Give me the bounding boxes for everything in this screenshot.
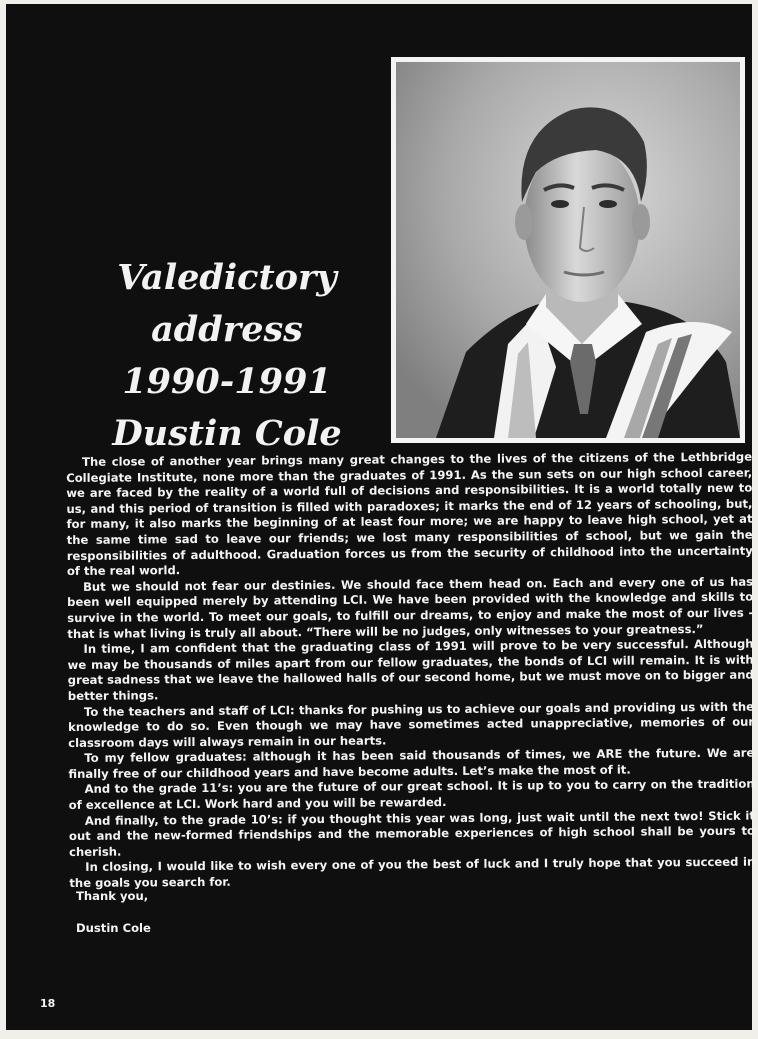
- page-number: 18: [40, 997, 56, 1010]
- body-paragraph: To my fellow graduates: although it has been said thousands of times, we ARE the future. We are finally free of our childhood years and have become adults. Let’s make the most of it.: [68, 745, 755, 781]
- black-panel: [6, 4, 756, 1030]
- body-paragraph: And to the grade 11’s: you are the future of our great school. It is up to you to carry on the tradition of excellence at LCI. Work hard and you will be rewarded.: [68, 777, 755, 813]
- portrait-photo: [396, 62, 740, 438]
- portrait-illustration: [396, 62, 740, 438]
- title-line: address: [151, 309, 303, 350]
- page-title: [102, 252, 352, 460]
- body-paragraph: The close of another year brings many great changes to the lives of the citizens of the Lethbridge Collegiate Institute, none more than the graduates of 1991. As the sun sets on our high school career, we are faced by the reality of a world full of decisions and responsibilities. It is a world totally new to us, and this period of transition is filled with paradoxes; it marks the end of 12 years of schooling, but, for many, it also marks the beginning of at least four more; we are happy to leave high school, yet at the same time sad to leave our friends; we lost many responsibilities of school, but we gain the responsibilities of adulthood. Graduation forces us from the security of childhood into the uncertainty of the real world.: [66, 449, 753, 579]
- title-line: Valedictory: [117, 257, 337, 298]
- closing-thanks: Thank you,: [76, 889, 149, 903]
- body-paragraph: And finally, to the grade 10’s: if you thought this year was long, just wait until the next two! Stick it out and the new-formed friendships and the memorable experiences of high school shall be yours to cherish.: [68, 808, 756, 859]
- photo-frame: [391, 57, 745, 443]
- body-paragraph: To the teachers and staff of LCI: thanks for pushing us to achieve our goals and providing us with the knowledge to do so. Even though we may have sometimes acted unappreciative, memories of our classroom days will always remain in our hearts.: [68, 699, 755, 750]
- address-body: [66, 450, 755, 892]
- body-paragraph: In time, I am confident that the graduating class of 1991 will prove to be very successful. Although we may be thousands of miles apart from our fellow graduates, the bonds of LCI will remain. It is with great sadness that we leave the hallowed halls of our second home, but we must move on to bigger and better things.: [67, 636, 754, 703]
- body-paragraph: But we should not fear our destinies. We should face them head on. Each and every one of us has been well equipped merely by attending LCI. We have been provided with the knowledge and skills to survive in the world. To meet our goals, to fulfill our dreams, to enjoy and make the most of our lives - that is what living is truly all about. “There will be no judges, only witnesses to your greatness.”: [67, 574, 754, 641]
- title-line: 1990-1991: [122, 361, 332, 402]
- title-line: Dustin Cole: [112, 413, 342, 454]
- closing-signature: Dustin Cole: [76, 921, 151, 935]
- body-paragraph: In closing, I would like to wish every one of you the best of luck and I truly hope that you succeed in the goals you search for.: [69, 855, 756, 891]
